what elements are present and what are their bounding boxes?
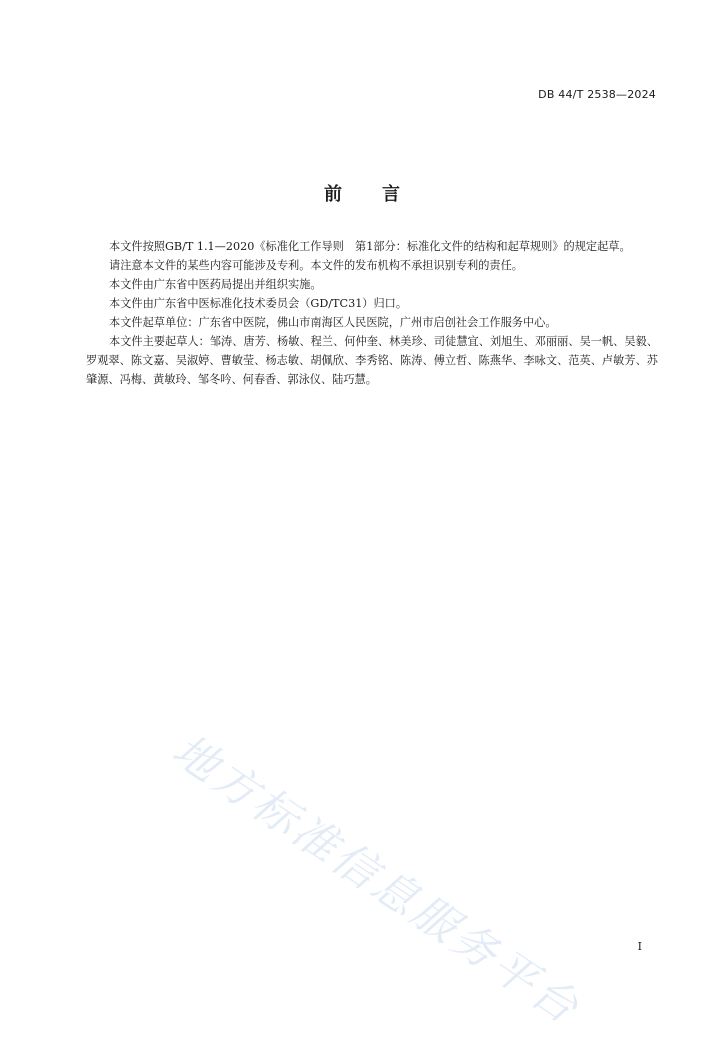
- paragraph-patent-notice: 请注意本文件的某些内容可能涉及专利。本文件的发布机构不承担识别专利的责任。: [109, 259, 523, 272]
- paragraph-administrator: 本文件由广东省中医标准化技术委员会（GD/TC31）归口。: [109, 297, 408, 310]
- document-code: DB 44/T 2538—2024: [538, 88, 656, 101]
- page-title: 前言: [324, 184, 440, 205]
- paragraph-drafting-rules: 本文件按照GB/T 1.1—2020《标准化工作导则 第1部分：标准化文件的结构和起草规则》的规定起草。: [109, 240, 631, 253]
- page-number: I: [637, 940, 642, 953]
- foreword-body: [86, 237, 658, 389]
- paragraph-drafters: 本文件主要起草人：邹涛、唐芳、杨敏、程兰、何仲奎、林美珍、司徒慧宜、刘旭生、邓丽丽、吴一帆、吴毅、罗观翠、陈文嘉、吴淑婷、曹敏莹、杨志敏、胡佩欣、李秀铭、陈涛、傅立哲、陈燕华、李咏文、范英、卢敏芳、苏肇源、冯梅、黄敏玲、邹冬吟、何春香、郭泳仪、陆巧慧。: [86, 335, 658, 386]
- watermark: 地方标准信息服务平台: [163, 724, 590, 1036]
- paragraph-proposer: 本文件由广东省中医药局提出并组织实施。: [109, 278, 322, 291]
- paragraph-drafting-units: 本文件起草单位：广东省中医院，佛山市南海区人民医院，广州市启创社会工作服务中心。: [109, 316, 557, 329]
